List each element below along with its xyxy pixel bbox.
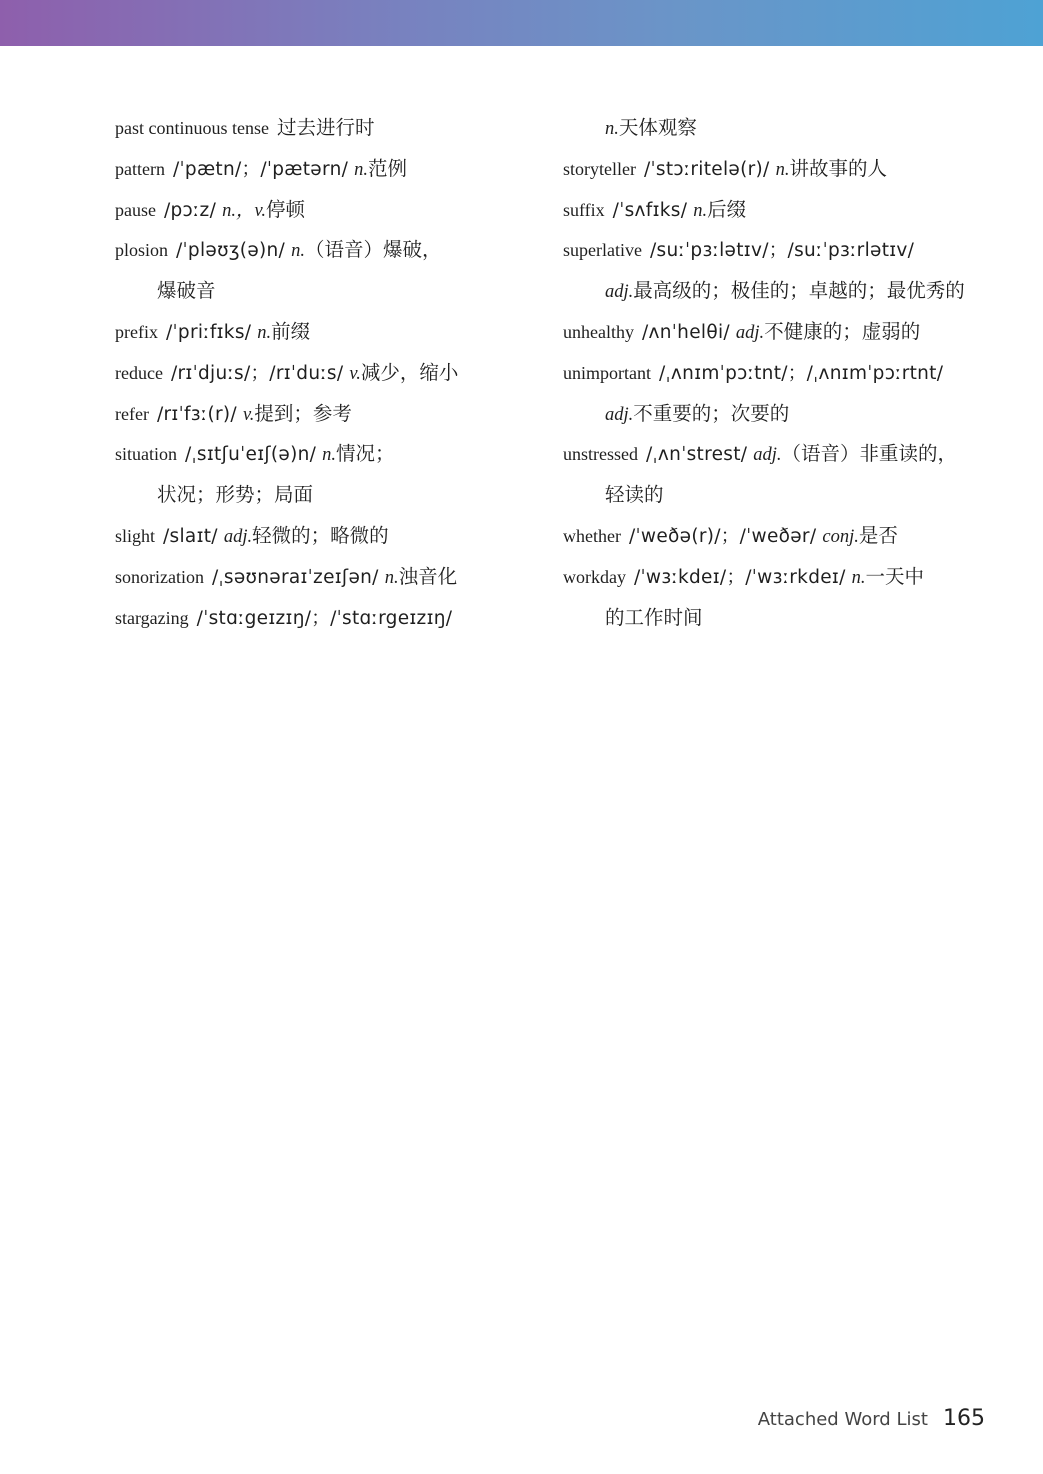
phonetic: /ˈstɔːritelə(r)/ — [643, 158, 770, 180]
phonetic: /ˈpləʊʒ(ə)n/ — [176, 240, 286, 262]
entry-continuation — [115, 475, 495, 516]
entry-continuation — [115, 271, 495, 312]
word-entry — [115, 230, 495, 271]
headword: situation — [115, 444, 177, 465]
word-entry — [563, 230, 983, 271]
part-of-speech: n. — [354, 159, 369, 180]
headword: prefix — [115, 321, 158, 342]
part-of-speech: n. — [291, 241, 305, 262]
headword: storyteller — [563, 158, 636, 179]
part-of-speech: adj. — [605, 282, 634, 303]
part-of-speech: n. — [384, 567, 399, 588]
definition: 天体观察 — [618, 116, 697, 139]
entry-continuation — [563, 394, 983, 435]
word-entry — [115, 312, 495, 353]
phonetic: /slaɪt/ — [163, 525, 218, 547]
phonetic: /ˌsɪtʃuˈeɪʃ(ə)n/ — [185, 444, 317, 466]
definition: 爆破音 — [157, 279, 216, 303]
entry-continuation — [563, 108, 983, 149]
part-of-speech: n. — [693, 200, 708, 221]
word-list-right-column — [563, 108, 983, 638]
page-footer — [758, 1404, 985, 1434]
headword: past continuous tense — [115, 118, 269, 138]
part-of-speech: adj. — [735, 322, 765, 343]
part-of-speech: conj. — [822, 526, 859, 547]
word-entry — [115, 516, 495, 557]
part-of-speech: n. — [322, 445, 337, 466]
part-of-speech: n. — [257, 322, 272, 343]
word-entry — [115, 598, 495, 639]
headword: unhealthy — [563, 321, 634, 342]
word-entry — [115, 394, 495, 435]
phonetic: /ˈwɜːkdeɪ/；/ˈwɜːrkdeɪ/ — [633, 566, 846, 588]
footer-label: Attached Word List — [757, 1409, 928, 1430]
headword: refer — [115, 403, 149, 424]
headword: unimportant — [563, 362, 651, 383]
word-entry — [563, 434, 983, 475]
phonetic: /ʌnˈhelθi/ — [641, 321, 730, 343]
part-of-speech: adj. — [753, 445, 782, 466]
definition: （语音）爆破， — [304, 238, 442, 262]
word-entry — [115, 190, 495, 231]
part-of-speech: n. — [775, 159, 790, 180]
headword: unstressed — [563, 444, 638, 465]
entry-continuation — [563, 598, 983, 639]
word-entry — [115, 434, 495, 475]
entry-continuation — [563, 475, 983, 516]
definition: 浊音化 — [398, 564, 458, 588]
header-gradient-bar — [0, 0, 1043, 46]
definition: 停顿 — [265, 197, 305, 221]
definition: 范例 — [368, 156, 408, 180]
headword: workday — [563, 566, 626, 587]
word-entry — [563, 353, 983, 394]
phonetic: /pɔːz/ — [163, 199, 217, 221]
phonetic: /rɪˈdjuːs/；/rɪˈduːs/ — [170, 362, 344, 384]
part-of-speech: v. — [349, 363, 361, 384]
headword: slight — [115, 525, 156, 546]
word-entry — [563, 190, 983, 231]
definition: 一天中 — [865, 564, 925, 588]
word-entry — [115, 353, 495, 394]
definition: 提到；参考 — [254, 401, 352, 425]
part-of-speech: v. — [242, 404, 255, 425]
headword: pattern — [115, 158, 165, 179]
word-entry — [563, 312, 983, 353]
definition: 轻读的 — [605, 483, 664, 507]
definition: 过去进行时 — [276, 116, 375, 139]
phonetic: /ˈpætn/；/ˈpætərn/ — [172, 158, 349, 180]
headword: whether — [563, 525, 621, 546]
phonetic: /ˈsʌfɪks/ — [612, 199, 688, 221]
headword: pause — [115, 199, 156, 220]
word-entry — [115, 149, 495, 190]
headword: reduce — [115, 362, 163, 383]
definition: 状况；形势；局面 — [157, 483, 314, 507]
headword: plosion — [115, 240, 169, 261]
part-of-speech: n. — [605, 119, 619, 139]
word-entry — [115, 108, 495, 149]
word-entry — [563, 516, 983, 557]
phonetic: /rɪˈfɜː(r)/ — [156, 403, 237, 425]
definition: 后缀 — [707, 197, 747, 221]
word-entry — [115, 557, 495, 598]
definition: 前缀 — [271, 319, 311, 343]
definition: 讲故事的人 — [789, 156, 887, 180]
definition: 最高级的；极佳的；卓越的；最优秀的 — [633, 279, 965, 303]
definition: 不健康的；虚弱的 — [764, 319, 921, 343]
part-of-speech: n.，v. — [222, 200, 266, 221]
phonetic: /ˈweðə(r)/；/ˈweðər/ — [628, 525, 817, 547]
word-entry — [563, 557, 983, 598]
definition: 的工作时间 — [605, 605, 703, 629]
headword: stargazing — [115, 607, 189, 628]
word-entry — [563, 149, 983, 190]
word-list-left-column — [115, 108, 495, 638]
phonetic: /ˈstɑːgeɪzɪŋ/；/ˈstɑːrgeɪzɪŋ/ — [196, 607, 453, 629]
page-number: 165 — [943, 1406, 985, 1431]
part-of-speech: n. — [851, 567, 866, 588]
phonetic: /ˌʌnˈstrest/ — [646, 444, 748, 466]
definition: 轻微的；略微的 — [252, 523, 389, 547]
entry-continuation — [563, 271, 983, 312]
headword: superlative — [563, 240, 642, 261]
phonetic: /ˈpriːfɪks/ — [165, 321, 252, 343]
part-of-speech: adj. — [605, 404, 634, 425]
definition: 减少，缩小 — [360, 360, 459, 384]
definition: 是否 — [858, 523, 898, 547]
part-of-speech: adj. — [223, 526, 253, 547]
definition: 不重要的；次要的 — [633, 401, 790, 425]
headword: suffix — [563, 199, 605, 220]
phonetic: /ˌsəʊnəraɪˈzeɪʃən/ — [211, 566, 379, 588]
definition: （语音）非重读的， — [781, 442, 958, 466]
phonetic: /ˌʌnɪmˈpɔːtnt/；/ˌʌnɪmˈpɔːrtnt/ — [659, 362, 944, 384]
definition: 情况； — [336, 442, 395, 466]
phonetic: /suːˈpɜːlətɪv/；/suːˈpɜːrlətɪv/ — [649, 240, 915, 262]
headword: sonorization — [115, 566, 204, 587]
